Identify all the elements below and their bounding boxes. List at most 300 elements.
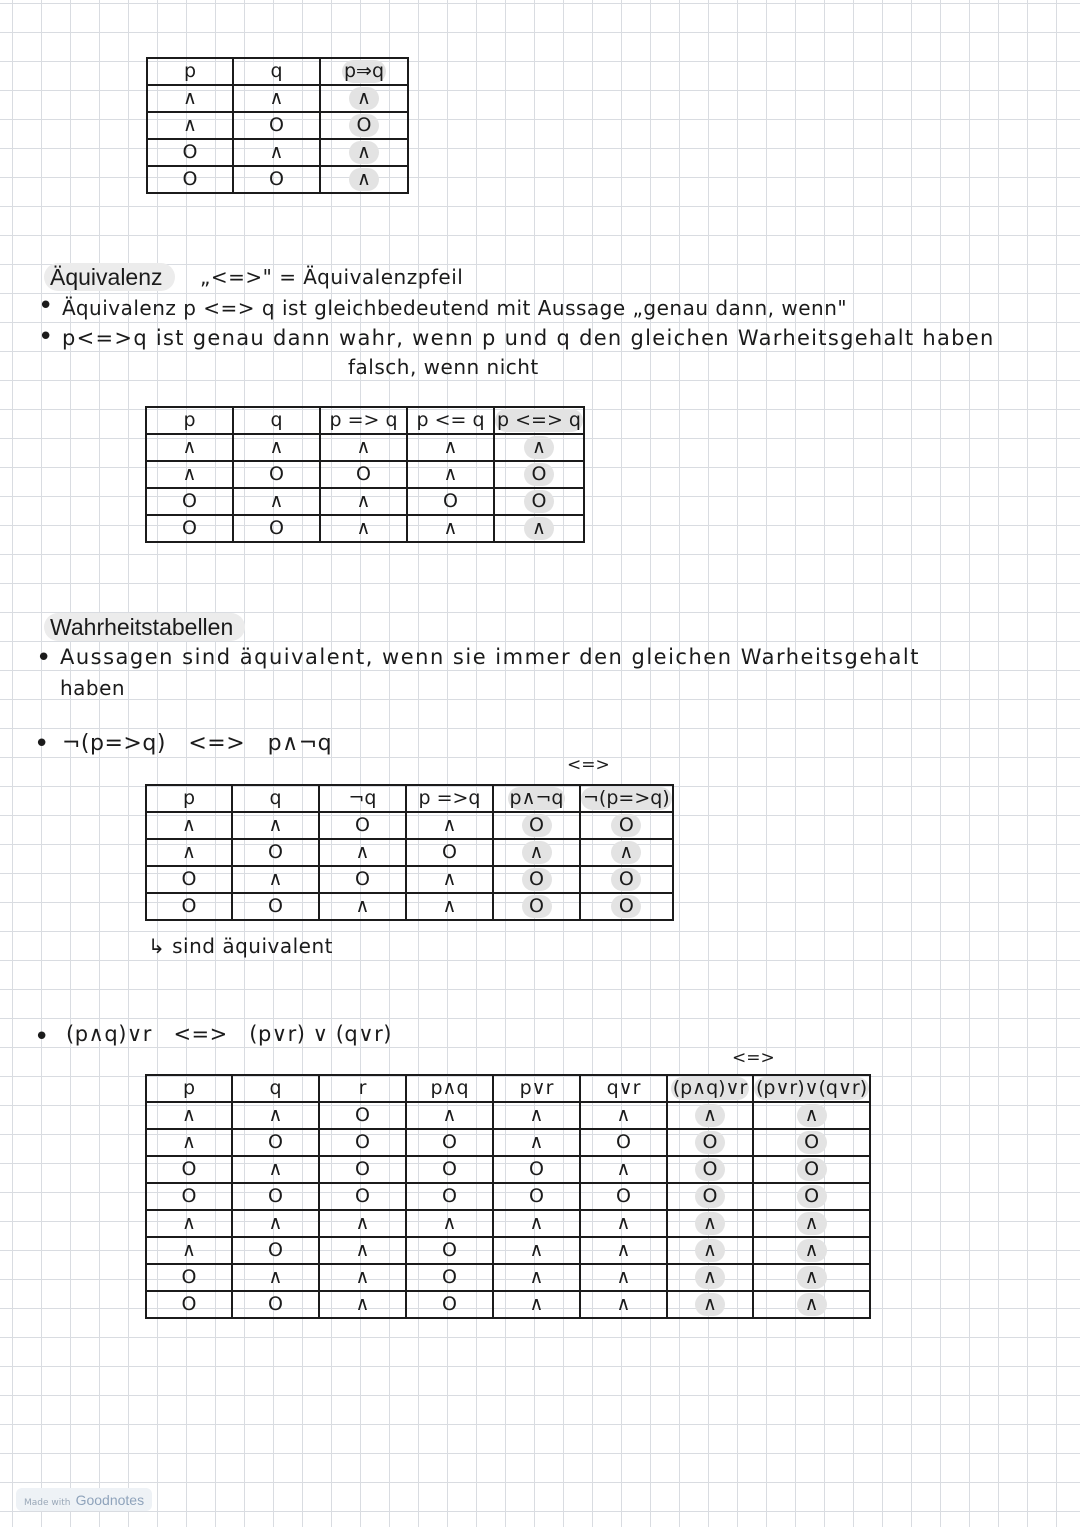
made-with-label: Made with <box>24 1498 71 1508</box>
table-cell <box>493 1237 580 1264</box>
truth-table-implication <box>146 57 409 194</box>
wahrheitstabellen-bullet-1-cont: haben <box>60 676 126 700</box>
table-cell <box>753 1210 870 1237</box>
header-label: p∨r <box>519 1077 554 1099</box>
column-header <box>146 1075 232 1102</box>
cell-value: ∧ <box>356 436 371 458</box>
cell-value: O <box>797 1131 827 1154</box>
table-cell <box>667 1183 753 1210</box>
cell-value: O <box>797 1185 827 1208</box>
table-cell <box>493 866 580 893</box>
cell-value: ∧ <box>443 436 458 458</box>
table-cell <box>580 1156 667 1183</box>
table-cell <box>319 1264 406 1291</box>
header-label: (p∧q)∨r <box>672 1077 748 1099</box>
cell-value: ∧ <box>355 1293 370 1315</box>
table-cell <box>580 1210 667 1237</box>
table-row <box>146 812 673 839</box>
table-cell <box>319 839 406 866</box>
cell-value: O <box>611 895 641 918</box>
table-cell <box>146 434 233 461</box>
table-cell <box>580 839 673 866</box>
header-label: q <box>270 60 283 82</box>
table-cell <box>146 893 232 920</box>
cell-value: O <box>529 1158 544 1180</box>
cell-value: ∧ <box>797 1104 827 1127</box>
table-cell <box>319 1129 406 1156</box>
cell-value: O <box>181 895 197 917</box>
column-header <box>232 1075 319 1102</box>
cell-value: O <box>443 490 458 512</box>
table-cell <box>146 488 233 515</box>
column-header <box>580 785 673 812</box>
table-row <box>146 488 584 515</box>
table-cell <box>232 812 319 839</box>
header-label: p⇒q <box>343 60 385 82</box>
table-cell <box>232 1102 319 1129</box>
table-cell <box>233 461 320 488</box>
cell-value: O <box>611 868 641 891</box>
table-cell <box>406 1102 493 1129</box>
cell-value: O <box>268 895 283 917</box>
table-cell <box>147 85 233 112</box>
cell-value: ∧ <box>182 463 197 485</box>
table-cell <box>146 1291 232 1318</box>
cell-value: O <box>182 141 198 163</box>
cell-value: ∧ <box>616 1158 631 1180</box>
table-cell <box>406 1291 493 1318</box>
table-cell <box>407 488 494 515</box>
table-cell <box>753 1129 870 1156</box>
cell-value: ∧ <box>443 463 458 485</box>
table-cell <box>233 434 320 461</box>
result-note: ↳ sind äquivalent <box>148 934 333 958</box>
cell-value: O <box>695 1158 725 1181</box>
table-cell <box>667 1237 753 1264</box>
table-cell <box>146 1183 232 1210</box>
table-cell <box>493 1183 580 1210</box>
table-cell <box>493 1291 580 1318</box>
table-header-row <box>146 785 673 812</box>
cell-value: O <box>442 1239 457 1261</box>
table-cell <box>320 488 407 515</box>
cell-value: ∧ <box>183 87 197 109</box>
heading-wahrheitstabellen: Wahrheitstabellen <box>44 613 245 641</box>
table-cell <box>406 866 493 893</box>
cell-value: ∧ <box>355 895 370 917</box>
table-row <box>146 1210 870 1237</box>
cell-value: ∧ <box>442 1212 457 1234</box>
column-header <box>320 58 408 85</box>
header-label: q <box>269 1077 282 1099</box>
table-cell <box>753 1237 870 1264</box>
column-header <box>147 58 233 85</box>
header-label: ¬q <box>348 787 377 809</box>
column-header <box>146 785 232 812</box>
header-label: p <= q <box>416 409 485 431</box>
cell-value: O <box>524 463 554 486</box>
cell-value: ∧ <box>442 868 457 890</box>
table-row <box>146 1291 870 1318</box>
table-row <box>147 112 408 139</box>
cell-value: ∧ <box>182 436 197 458</box>
cell-value: ∧ <box>529 1131 544 1153</box>
bullet-icon: • <box>38 322 54 352</box>
table-cell <box>753 1291 870 1318</box>
table-cell <box>319 1183 406 1210</box>
table-cell <box>146 866 232 893</box>
table-cell <box>319 866 406 893</box>
column-header <box>232 785 319 812</box>
column-header <box>407 407 494 434</box>
cell-value: O <box>522 814 552 837</box>
truth-table-distributive <box>145 1074 871 1319</box>
cell-value: ∧ <box>268 814 283 836</box>
table-cell <box>406 1129 493 1156</box>
table-cell <box>580 1183 667 1210</box>
table-cell <box>493 1129 580 1156</box>
header-label: p <box>182 787 196 809</box>
cell-value: ∧ <box>616 1212 631 1234</box>
table-cell <box>493 839 580 866</box>
table-cell <box>232 866 319 893</box>
column-header <box>580 1075 667 1102</box>
cell-value: O <box>695 1131 725 1154</box>
cell-value: O <box>524 490 554 513</box>
cell-value: O <box>442 1185 457 1207</box>
cell-value: O <box>269 517 284 539</box>
column-header <box>493 1075 580 1102</box>
table-cell <box>406 1156 493 1183</box>
table-cell <box>320 139 408 166</box>
cell-value: O <box>181 1158 197 1180</box>
cell-value: O <box>442 1158 457 1180</box>
cell-value: O <box>522 868 552 891</box>
table-cell <box>580 1237 667 1264</box>
table-cell <box>320 461 407 488</box>
table-cell <box>493 1264 580 1291</box>
cell-value: ∧ <box>616 1239 631 1261</box>
table-cell <box>146 1129 232 1156</box>
cell-value: O <box>616 1131 631 1153</box>
table-cell <box>580 893 673 920</box>
table-cell <box>407 434 494 461</box>
table-cell <box>232 1210 319 1237</box>
table-cell <box>493 1156 580 1183</box>
table-cell <box>233 488 320 515</box>
cell-value: ∧ <box>269 490 284 512</box>
table-cell <box>320 434 407 461</box>
cell-value: O <box>797 1158 827 1181</box>
table-cell <box>406 893 493 920</box>
cell-value: ∧ <box>182 1239 196 1261</box>
cell-value: O <box>269 463 284 485</box>
cell-value: O <box>182 517 197 539</box>
cell-value: ∧ <box>797 1212 827 1235</box>
table-cell <box>146 839 232 866</box>
table-cell <box>233 139 320 166</box>
cell-value: O <box>268 1131 283 1153</box>
cell-value: ∧ <box>182 1212 196 1234</box>
cell-value: ∧ <box>695 1266 725 1289</box>
cell-value: ∧ <box>269 141 284 163</box>
table-cell <box>233 85 320 112</box>
column-header <box>753 1075 870 1102</box>
table-row <box>146 1237 870 1264</box>
cell-value: O <box>268 1293 283 1315</box>
table-cell <box>319 1210 406 1237</box>
table-cell <box>146 1210 232 1237</box>
cell-value: ∧ <box>442 895 457 917</box>
cell-value: ∧ <box>522 841 552 864</box>
table-cell <box>667 1129 753 1156</box>
bullet-icon: • <box>38 291 54 321</box>
table-row <box>146 461 584 488</box>
aequivalenz-bullet-2: p<=>q ist genau dann wahr, wenn p und q den gleichen Warheitsgehalt haben <box>62 326 995 350</box>
table-row <box>146 1129 870 1156</box>
cell-value: ∧ <box>616 1266 631 1288</box>
table-cell <box>493 1210 580 1237</box>
table-row <box>147 85 408 112</box>
cell-value: ∧ <box>268 1104 283 1126</box>
cell-value: ∧ <box>269 436 284 458</box>
cell-value: ∧ <box>268 1158 283 1180</box>
cell-value: ∧ <box>355 841 370 863</box>
equivalence-mark: <=> <box>732 1048 775 1068</box>
cell-value: O <box>616 1185 631 1207</box>
cell-value: ∧ <box>269 87 284 109</box>
column-header <box>406 1075 493 1102</box>
table-cell <box>319 1156 406 1183</box>
table-cell <box>319 1291 406 1318</box>
header-label: p <box>183 60 197 82</box>
cell-value: O <box>181 1266 197 1288</box>
table-cell <box>319 1237 406 1264</box>
column-header <box>320 407 407 434</box>
wahrheitstabellen-bullet-1: Aussagen sind äquivalent, wenn sie immer den gleichen Warheitsgehalt <box>60 645 920 669</box>
cell-value: ∧ <box>442 1104 457 1126</box>
header-label: p <box>183 409 196 431</box>
table-cell <box>493 1102 580 1129</box>
header-label: p∧¬q <box>509 787 564 809</box>
cell-value: ∧ <box>182 814 196 836</box>
bullet-icon: • <box>34 1022 50 1052</box>
cell-value: O <box>181 1293 197 1315</box>
table-cell <box>753 1156 870 1183</box>
table-cell <box>146 812 232 839</box>
cell-value: ∧ <box>695 1212 725 1235</box>
header-label: ¬(p=>q) <box>583 787 670 809</box>
table-cell <box>753 1102 870 1129</box>
cell-value: O <box>442 841 457 863</box>
table-header-row <box>147 58 408 85</box>
table-cell <box>320 85 408 112</box>
table-row <box>146 866 673 893</box>
table-cell <box>580 1264 667 1291</box>
table-cell <box>406 1183 493 1210</box>
table-cell <box>232 1156 319 1183</box>
cell-value: O <box>611 814 641 837</box>
table-cell <box>146 1102 232 1129</box>
table-cell <box>232 1264 319 1291</box>
table-cell <box>580 1102 667 1129</box>
cell-value: ∧ <box>355 1239 370 1261</box>
table-cell <box>494 488 584 515</box>
table-cell <box>753 1183 870 1210</box>
cell-value: O <box>442 1266 457 1288</box>
table-cell <box>493 812 580 839</box>
cell-value: ∧ <box>356 490 371 512</box>
equivalence-mark: <=> <box>567 755 610 775</box>
table-cell <box>233 515 320 542</box>
cell-value: O <box>355 814 370 836</box>
cell-value: O <box>356 463 371 485</box>
cell-value: ∧ <box>524 436 554 459</box>
cell-value: ∧ <box>268 1212 283 1234</box>
table-row <box>146 1183 870 1210</box>
cell-value: ∧ <box>529 1212 544 1234</box>
table-cell <box>232 1183 319 1210</box>
header-label: p∧q <box>430 1077 469 1099</box>
column-header <box>233 58 320 85</box>
cell-value: ∧ <box>529 1104 544 1126</box>
table-cell <box>319 812 406 839</box>
table-row <box>146 1102 870 1129</box>
table-cell <box>146 515 233 542</box>
cell-value: O <box>442 1293 457 1315</box>
cell-value: ∧ <box>442 814 457 836</box>
aequivalenz-bullet-1: Äquivalenz p <=> q ist gleichbedeutend mit Aussage „genau dann, wenn" <box>62 296 848 320</box>
column-header <box>146 407 233 434</box>
cell-value: O <box>182 168 198 190</box>
cell-value: O <box>269 114 284 136</box>
cell-value: O <box>355 1158 370 1180</box>
header-label: r <box>358 1077 367 1099</box>
cell-value: O <box>268 841 283 863</box>
cell-value: O <box>269 168 284 190</box>
cell-value: ∧ <box>182 1104 196 1126</box>
cell-value: ∧ <box>611 841 641 864</box>
table-cell <box>232 839 319 866</box>
cell-value: ∧ <box>797 1293 827 1316</box>
heading-aequivalenz: Äquivalenz <box>44 263 175 291</box>
table-cell <box>320 112 408 139</box>
table-cell <box>147 166 233 193</box>
table-cell <box>406 1264 493 1291</box>
goodnotes-logo <box>16 1488 152 1511</box>
cell-value: O <box>268 1185 283 1207</box>
cell-value: O <box>355 1131 370 1153</box>
column-header <box>493 785 580 812</box>
header-label: q <box>269 787 282 809</box>
cell-value: ∧ <box>616 1293 631 1315</box>
table-row <box>146 1156 870 1183</box>
cell-value: O <box>181 1185 197 1207</box>
cell-value: ∧ <box>268 868 283 890</box>
column-header <box>233 407 320 434</box>
table-cell <box>493 893 580 920</box>
table-cell <box>233 166 320 193</box>
truth-table-equivalence <box>145 406 585 543</box>
table-cell <box>406 1237 493 1264</box>
aequivalenz-bullet-2-cont: falsch, wenn nicht <box>348 355 539 379</box>
header-label: p => q <box>329 409 398 431</box>
cell-value: ∧ <box>529 1239 544 1261</box>
cell-value: ∧ <box>524 517 554 540</box>
cell-value: ∧ <box>529 1293 544 1315</box>
cell-value: ∧ <box>183 114 197 136</box>
table-cell <box>233 112 320 139</box>
cell-value: O <box>181 868 197 890</box>
cell-value: O <box>349 114 379 137</box>
cell-value: ∧ <box>797 1239 827 1262</box>
header-label: p =>q <box>418 787 481 809</box>
cell-value: O <box>268 1239 283 1261</box>
cell-value: ∧ <box>355 1266 370 1288</box>
cell-value: O <box>522 895 552 918</box>
header-label: q∨r <box>606 1077 641 1099</box>
table-cell <box>667 1210 753 1237</box>
brand-label: Goodnotes <box>75 1492 145 1508</box>
table-row <box>146 1264 870 1291</box>
cell-value: O <box>529 1185 544 1207</box>
table-cell <box>667 1156 753 1183</box>
table-cell <box>147 112 233 139</box>
cell-value: ∧ <box>268 1266 283 1288</box>
table-cell <box>407 461 494 488</box>
table-cell <box>146 1264 232 1291</box>
table-cell <box>406 812 493 839</box>
table-cell <box>232 893 319 920</box>
table-cell <box>494 434 584 461</box>
table-cell <box>147 139 233 166</box>
table-cell <box>407 515 494 542</box>
table-row <box>146 515 584 542</box>
table-cell <box>667 1264 753 1291</box>
arrow-note: „<=>" = Äquivalenzpfeil <box>200 265 464 289</box>
formula-1: ¬(p=>q) <=> p∧¬q <box>62 731 333 756</box>
cell-value: ∧ <box>182 1131 196 1153</box>
table-row <box>147 139 408 166</box>
cell-value: O <box>355 1104 370 1126</box>
table-cell <box>146 461 233 488</box>
column-header <box>494 407 584 434</box>
cell-value: ∧ <box>182 841 196 863</box>
table-cell <box>320 166 408 193</box>
cell-value: ∧ <box>443 517 458 539</box>
cell-value: O <box>182 490 197 512</box>
table-cell <box>406 1210 493 1237</box>
table-cell <box>580 812 673 839</box>
table-cell <box>319 893 406 920</box>
cell-value: ∧ <box>695 1104 725 1127</box>
header-label: p <box>182 1077 196 1099</box>
cell-value: ∧ <box>349 87 379 110</box>
bullet-icon: • <box>36 643 52 673</box>
table-cell <box>753 1264 870 1291</box>
table-cell <box>319 1102 406 1129</box>
table-cell <box>320 515 407 542</box>
truth-table-negated-implication <box>145 784 674 921</box>
formula-2: (p∧q)∨r <=> (p∨r) ∨ (q∨r) <box>66 1022 392 1046</box>
table-row <box>146 893 673 920</box>
table-header-row <box>146 407 584 434</box>
cell-value: O <box>695 1185 725 1208</box>
cell-value: ∧ <box>349 168 379 191</box>
column-header <box>319 1075 406 1102</box>
table-cell <box>146 1237 232 1264</box>
cell-value: ∧ <box>695 1293 725 1316</box>
